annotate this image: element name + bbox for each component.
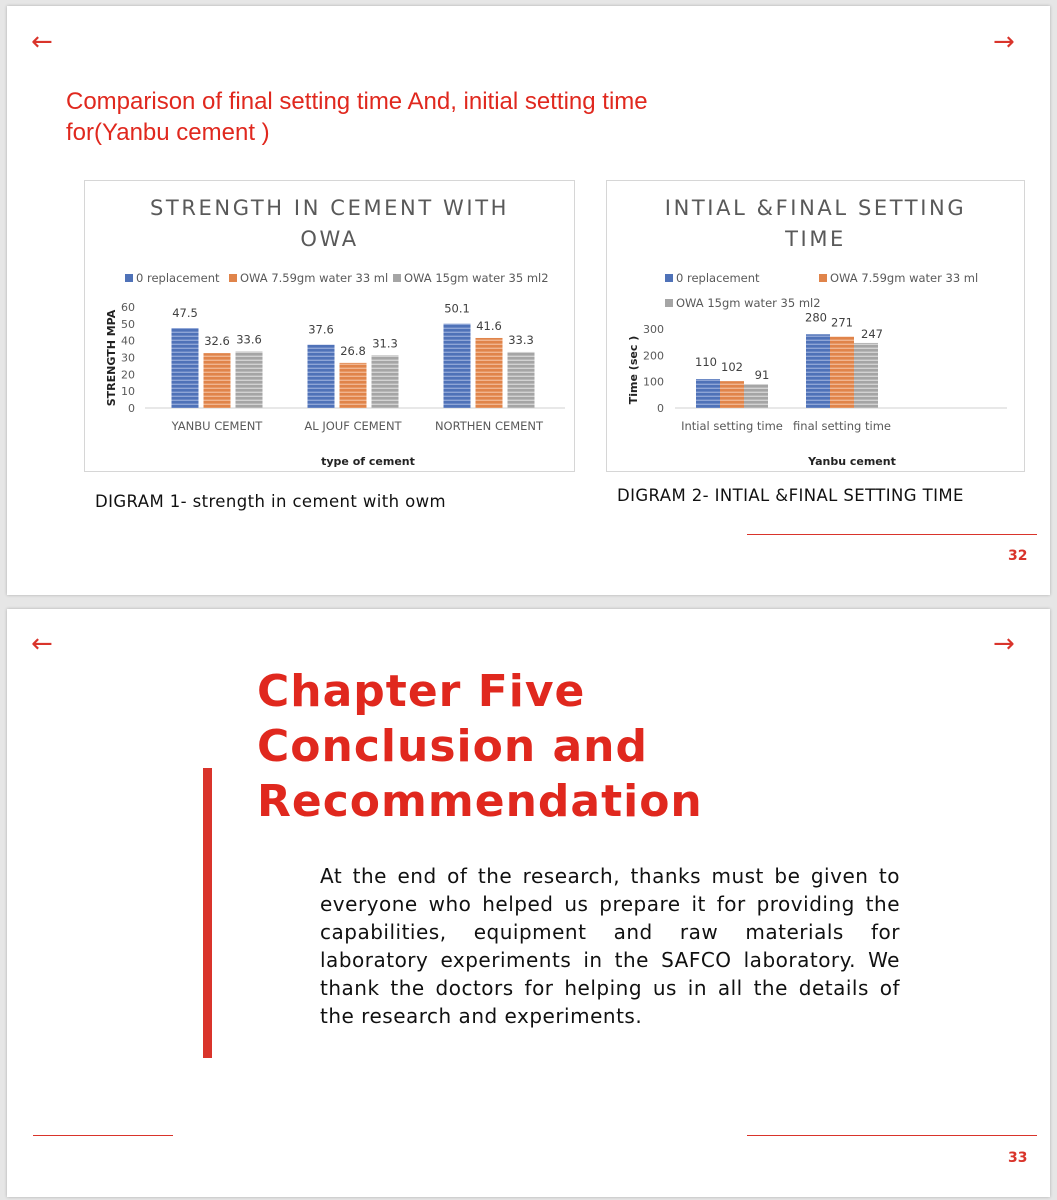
slide-title xyxy=(66,86,648,148)
data-label: 271 xyxy=(831,315,853,330)
y-tick-label: 10 xyxy=(121,385,135,399)
y-tick-label: 0 xyxy=(657,402,664,415)
data-label: 280 xyxy=(805,310,827,325)
x-axis-title: Yanbu cement xyxy=(808,455,896,468)
divider-line-right xyxy=(747,1135,1037,1136)
bar-2-2 xyxy=(508,352,535,408)
chart-1-title-line-1: STRENGTH IN CEMENT WITH xyxy=(149,196,510,220)
bar-0-0 xyxy=(172,328,199,408)
data-label: 102 xyxy=(721,360,743,375)
bar-1-2 xyxy=(372,355,399,408)
chapter-title-line-2: Conclusion and xyxy=(257,721,648,772)
data-label: 32.6 xyxy=(204,334,230,349)
bar-1-1 xyxy=(830,337,854,408)
chart-1-title-line-2: OWA xyxy=(300,227,359,251)
conclusion-paragraph: At the end of the research, thanks must be given to everyone who helped us prepare it for providing the capabilities, equipment and raw materials for laboratory experiments in the SAFCO laboratory. We thank the doctors for helping us in all the details of the research and experiments. xyxy=(320,864,900,1028)
bar-2-0 xyxy=(444,324,471,408)
chart-1-legend-label-1: OWA 7.59gm water 33 ml xyxy=(240,271,389,285)
y-tick-label: 30 xyxy=(121,351,135,365)
accent-vertical-bar xyxy=(203,768,212,1058)
chapter-title-line-1: Chapter Five xyxy=(257,666,586,717)
chart-2-legend-label-1: OWA 7.59gm water 33 ml xyxy=(830,271,979,285)
chart-1-plot xyxy=(85,181,574,471)
data-label: 37.6 xyxy=(308,322,334,337)
page-number: 32 xyxy=(1008,548,1028,564)
x-category-label: NORTHEN CEMENT xyxy=(434,419,544,433)
chart-2-plot xyxy=(607,181,1024,471)
y-tick-label: 300 xyxy=(643,323,664,336)
data-label: 31.3 xyxy=(372,336,398,351)
bar-2-1 xyxy=(476,338,503,408)
chapter-title xyxy=(257,664,703,829)
x-category-label: AL JOUF CEMENT xyxy=(304,419,402,433)
y-tick-label: 200 xyxy=(643,349,664,363)
divider-line xyxy=(747,534,1037,535)
data-label: 33.3 xyxy=(508,332,534,347)
bar-1-1 xyxy=(340,363,367,408)
data-label: 91 xyxy=(754,368,770,383)
bar-1-0 xyxy=(308,345,335,408)
x-category-label: final setting time xyxy=(793,419,891,433)
slide-title-line-2: for(Yanbu cement ) xyxy=(66,119,270,146)
slide-title-line-1: Comparison of final setting time And, initial setting time xyxy=(66,88,648,115)
divider-line-left xyxy=(33,1135,173,1136)
bar-0-2 xyxy=(744,384,768,408)
y-axis-title: Time (sec ) xyxy=(627,335,640,405)
data-label: 110 xyxy=(695,355,717,370)
chart-2-title-line-1: INTIAL &FINAL SETTING xyxy=(664,196,967,220)
arrow-right-icon[interactable]: → xyxy=(993,629,1015,659)
x-category-label: Intial setting time xyxy=(681,419,783,433)
bar-0-0 xyxy=(696,379,720,408)
y-tick-label: 20 xyxy=(121,368,135,382)
data-label: 247 xyxy=(861,326,883,341)
chart-1-legend-label-2: OWA 15gm water 35 ml2 xyxy=(404,271,549,285)
y-tick-label: 0 xyxy=(128,402,135,415)
chapter-title-line-3: Recommendation xyxy=(257,776,703,827)
chart-2-legend-label-0: 0 replacement xyxy=(676,271,760,285)
setting-time-chart xyxy=(606,180,1025,472)
data-label: 33.6 xyxy=(236,332,262,347)
chart-2-legend-label-2: OWA 15gm water 35 ml2 xyxy=(676,296,821,310)
caption-diagram-1: DIGRAM 1- strength in cement with owm xyxy=(95,492,446,511)
y-tick-label: 100 xyxy=(643,375,664,389)
data-label: 26.8 xyxy=(340,343,366,358)
data-label: 50.1 xyxy=(444,301,470,316)
bar-1-2 xyxy=(854,343,878,408)
data-label: 47.5 xyxy=(172,306,198,321)
bar-0-1 xyxy=(204,353,231,408)
slide-32 xyxy=(7,6,1050,595)
y-axis-title: STRENGTH MPA xyxy=(105,309,118,407)
arrow-left-icon[interactable]: ← xyxy=(31,27,53,57)
data-label: 41.6 xyxy=(476,318,502,333)
bar-1-0 xyxy=(806,334,830,408)
y-tick-label: 50 xyxy=(121,317,135,331)
y-tick-label: 60 xyxy=(121,301,135,314)
chart-2-title-line-2: TIME xyxy=(785,227,846,251)
chart-1-legend-label-0: 0 replacement xyxy=(136,271,220,285)
x-category-label: YANBU CEMENT xyxy=(171,419,263,433)
arrow-left-icon[interactable]: ← xyxy=(31,629,53,659)
bar-0-1 xyxy=(720,381,744,408)
bar-0-2 xyxy=(236,351,263,408)
arrow-right-icon[interactable]: → xyxy=(993,27,1015,57)
caption-diagram-2: DIGRAM 2- INTIAL &FINAL SETTING TIME xyxy=(617,486,964,505)
slide-33 xyxy=(7,609,1050,1197)
x-axis-title: type of cement xyxy=(321,455,415,468)
y-tick-label: 40 xyxy=(121,334,135,348)
page-number: 33 xyxy=(1008,1150,1028,1166)
strength-chart xyxy=(84,180,575,472)
